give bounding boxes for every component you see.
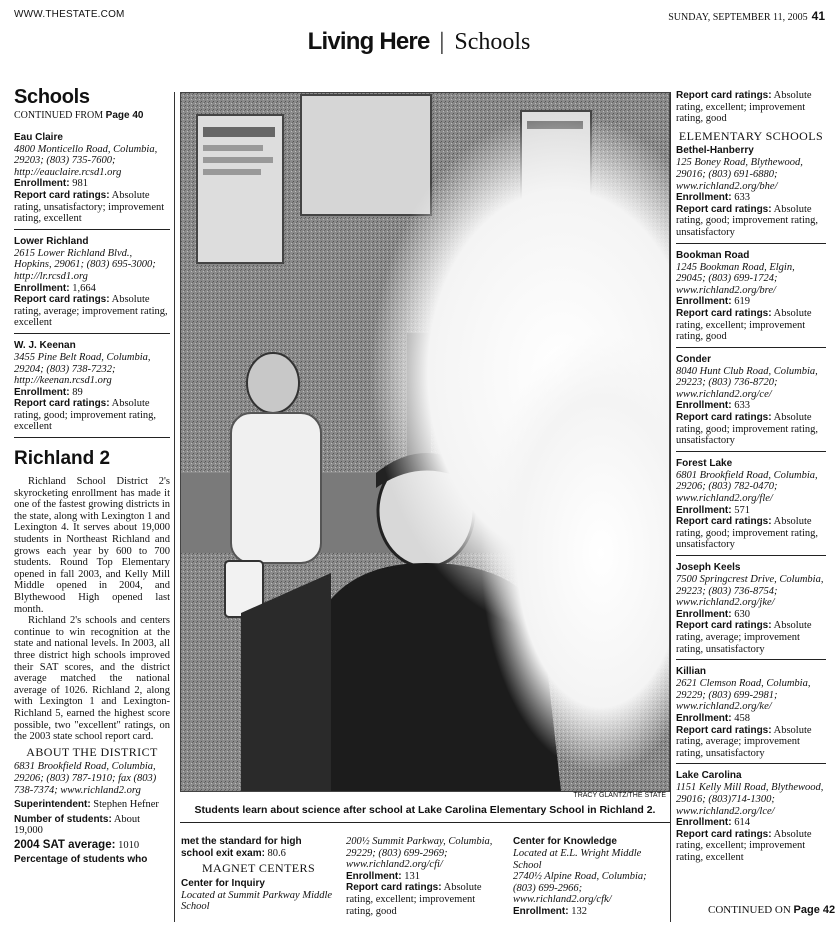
column-rule [174, 92, 175, 922]
school-enrollment: 633 [734, 400, 750, 412]
continued-on-page: Page 42 [793, 904, 836, 916]
schools-title: Schools [14, 86, 90, 108]
school-enrollment: 981 [72, 178, 88, 190]
school-ratings: Absolute rating, good; improvement rating, unsatisfactory [676, 203, 819, 238]
school-name: Conder [676, 353, 711, 365]
district-address: 6831 Brookfield Road, Columbia, 29206; (803) 787-1910; fax (803) 738-7374; www.richland2.org [14, 761, 157, 796]
school-entry: Forest Lake 6801 Brookfield Road, Columbia, 29206; (803) 782-0470; www.richland2.org/fle/ Enrollment: 571 Report card ratings: Absolute rating, good; improvement rating, unsatisfactory [676, 458, 826, 556]
issue-date-line [668, 9, 825, 23]
school-name: Killian [676, 666, 707, 678]
school-entry: Joseph Keels 7500 Springcrest Drive, Columbia, 29223; (803) 736-8754; www.richland2.org/jke/ Enrollment: 630 Report card ratings: Absolute rating, average; improvement rating, unsatisfactory [676, 562, 826, 660]
school-name: Bookman Road [676, 249, 750, 261]
section-name: Living Here [307, 28, 430, 55]
exit-exam-label: Percentage of students who [14, 854, 148, 866]
school-enrollment: 89 [72, 386, 83, 398]
superintendent: Stephen Hefner [93, 799, 159, 811]
school-name: Eau Claire [14, 131, 63, 143]
center-ratings: Absolute rating, excellent; improvement rating, good [346, 882, 482, 917]
school-address: 7500 Springcrest Drive, Columbia, 29223; (803) 736-8754; www.richland2.org/jke/ [676, 574, 824, 609]
issue-date: SUNDAY, SEPTEMBER 11, 2005 [668, 12, 808, 23]
school-ratings: Absolute rating, average; improvement rating, unsatisfactory [676, 724, 812, 759]
school-ratings: Absolute rating, good; improvement rating, excellent [14, 398, 157, 433]
center-location: Located at E.L. Wright Middle School [513, 848, 642, 871]
exit-exam-continued: met the standard for high school exit exam: [181, 836, 302, 859]
school-enrollment: 571 [734, 504, 750, 516]
about-district-heading: ABOUT THE DISTRICT [26, 744, 158, 759]
school-enrollment: 458 [734, 712, 750, 724]
center-name: Center for Knowledge [513, 836, 617, 847]
school-entry: Conder 8040 Hunt Club Road, Columbia, 29223; (803) 736-8720; www.richland2.org/ce/ Enrollment: 633 Report card ratings: Absolute rating, good; improvement rating, unsatisfactory [676, 354, 826, 452]
section-subname: Schools [454, 29, 531, 55]
school-name: Joseph Keels [676, 562, 741, 573]
school-name: Bethel-Hanberry [676, 145, 754, 157]
photo-caption: Students learn about science after school at Lake Carolina Elementary School in Richland 2. [194, 804, 656, 816]
elementary-heading: ELEMENTARY SCHOOLS [678, 128, 824, 143]
photo-credit: TRACY GLANTZ/THE STATE [573, 792, 666, 799]
school-address: 2615 Lower Richland Blvd., Hopkins, 29061; (803) 695-3000; http://lr.rcsd1.org [14, 247, 156, 282]
district-paragraph: Richland 2's schools and centers continue to win recognition at the state and national levels. In 2003, all three district high schools improved their SAT scores, and the district average matched the national average of 1026. Richland 2, along with Lexington 1 and Lexington-Richland 5, earned the highest score possible, two "excellent" ratings, on the 2003 state school report card. [14, 615, 170, 743]
school-address: 6801 Brookfield Road, Columbia, 29206; (803) 782-0470; www.richland2.org/fle/ [676, 469, 818, 505]
school-ratings: Absolute rating, excellent; improvement rating, excellent [676, 828, 812, 863]
school-ratings: Absolute rating, good; improvement rating, unsatisfactory [676, 516, 819, 551]
caption-rule [180, 822, 670, 823]
school-entry: Bethel-Hanberry 125 Boney Road, Blythewood, 29016; (803) 691-6880; www.richland2.org/bhe/ Enrollment: 633 Report card ratings: Absolute rating, good; improvement rating, unsatisfactory [676, 145, 826, 243]
bottom-column-1 [181, 836, 336, 913]
article-photo [180, 92, 670, 792]
previous-ratings: Report card ratings: Absolute rating, excellent; improvement rating, good [676, 90, 812, 125]
bottom-column-3: Center for Knowledge Located at E.L. Wright Middle School 2740½ Alpine Road, Columbia; (803) 699-2966; www.richland2.org/cfk/ Enrollment: 132 [513, 836, 668, 918]
center-address: 2740½ Alpine Road, Columbia; (803) 699-2966; www.richland2.org/cfk/ [513, 871, 647, 906]
left-column: Schools CONTINUED FROM Page 40 Eau Claire 4800 Monticello Road, Columbia, 29203; (803) 735-7600; http://eauclaire.rcsd1.org Enrollment: 981 Report card ratings: Absolute rating, unsatisfactory; improvement rating, excellent Lower Richland 2615 Lower Richland Blvd., Hopkins, 29061; (803) 695-3000; http://lr.rcsd1.org Enrollment: 1,664 Report card ratings: Absolute rating, average; improvement rating, excellent W. J. Keenan 3455 Pine Belt Road, Columbia, 29204; (803) 738-7232; http://keenan.rcsd1.org Enrollment: 89 Report card ratings: Absolute rating, good; improvement rating, excellent Richland 2 Richland School District 2's skyrocketing enrollment has made it one of the fastest growing districts in the state, along with Lexington 1 and Lexington 4. It serves about 19,000 students in Northeast Richland and grows each year by 600 to 700 students. Round Top Elementary opened in fall 2003, and Kelly Mill Middle opened in 2004, and Blythewood High opened last month. Richland 2's schools and centers continue to win recognition at the state and national levels. In 2003, all three district high schools improved their SAT scores, and the district average matched the national average of 1026. Richland 2, along with Lexington 1 and Lexington-Richland 5, earned the highest score possible, two "excellent" ratings, on the 2003 state school report card. ABOUT THE DISTRICT 6831 Brookfield Road, Columbia, 29206; (803) 787-1910; fax (803) 738-7374; www.richland2.org Superintendent: Stephen Hefner Number of students: About 19,000 2004 SAT average: 1010 Percentage of students who [14, 86, 171, 866]
continued-from-page: Page 40 [105, 110, 144, 121]
district-title: Richland 2 [14, 448, 111, 470]
school-address: 8040 Hunt Club Road, Columbia, 29223; (803) 736-8720; www.richland2.org/ce/ [676, 365, 818, 400]
school-address: 125 Boney Road, Blythewood, 29016; (803) 691-6880; www.richland2.org/bhe/ [676, 157, 803, 192]
section-separator: | [439, 29, 445, 55]
school-address: 1245 Bookman Road, Elgin, 29045; (803) 699-1724; www.richland2.org/bre/ [676, 261, 795, 296]
sat-average: 1010 [118, 839, 140, 851]
school-entry: Lake Carolina 1151 Kelly Mill Road, Blythewood, 29016; (803)714-1300; www.richland2.org/lce/ Enrollment: 614 Report card ratings: Absolute rating, excellent; improvement rating, excellent [676, 770, 826, 867]
school-entry-eau-claire: Eau Claire 4800 Monticello Road, Columbia, 29203; (803) 735-7600; http://eauclaire.rcsd1.org Enrollment: 981 Report card ratings: Absolute rating, unsatisfactory; improvement rating, excellent [14, 132, 170, 230]
school-entry: Killian 2621 Clemson Road, Columbia, 29229; (803) 699-2981; www.richland2.org/ke/ Enrollment: 458 Report card ratings: Absolute rating, average; improvement rating, unsatisfactory [676, 666, 826, 764]
school-address: 3455 Pine Belt Road, Columbia, 29204; (803) 738-7232; http://keenan.rcsd1.org [14, 351, 151, 387]
bottom-column-2: 200½ Summit Parkway, Columbia, 29229; (803) 699-2969; www.richland2.org/cfi/ Enrollment: 131 Report card ratings: Absolute rating, excellent; improvement rating, good [346, 836, 501, 917]
center-address: 200½ Summit Parkway, Columbia, 29229; (803) 699-2969; www.richland2.org/cfi/ [346, 836, 493, 871]
school-enrollment: 633 [734, 192, 750, 204]
continued-from: CONTINUED FROM Page 40 [14, 110, 144, 121]
school-ratings: Absolute rating, average; improvement rating, excellent [14, 294, 168, 329]
school-enrollment: 1,664 [72, 282, 96, 294]
school-address: 1151 Kelly Mill Road, Blythewood, 29016; (803)714-1300; www.richland2.org/lce/ [676, 782, 824, 817]
school-name: Lake Carolina [676, 770, 742, 782]
column-rule [670, 92, 671, 922]
school-enrollment: 630 [734, 608, 750, 620]
continued-on: CONTINUED ON Page 42 [708, 904, 836, 916]
classroom-photo-illustration [181, 93, 669, 791]
district-paragraph: Richland School District 2's skyrocketing enrollment has made it one of the fastest growing districts in the state, along with Lexington 1 and Lexington 4. It serves about 19,000 students in Northeast Richland and grows each year by 600 to 700 students. Round Top Elementary opened in fall 2003, and Kelly Mill Middle opened in 2004, and Blythewood High opened last month. [14, 476, 171, 615]
student-count: About 19,000 [14, 813, 141, 837]
school-ratings: Absolute rating, unsatisfactory; improvement rating, excellent [14, 189, 165, 225]
school-ratings: Absolute rating, excellent; improvement rating, good [676, 307, 812, 343]
school-entry-keenan: W. J. Keenan 3455 Pine Belt Road, Columbia, 29204; (803) 738-7232; http://keenan.rcsd1.org Enrollment: 89 Report card ratings: Absolute rating, good; improvement rating, excellent [14, 340, 170, 438]
school-entry: Bookman Road 1245 Bookman Road, Elgin, 29045; (803) 699-1724; www.richland2.org/bre/ Enrollment: 619 Report card ratings: Absolute rating, excellent; improvement rating, good [676, 250, 826, 348]
section-title [0, 28, 838, 56]
school-name: Lower Richland [14, 235, 89, 247]
school-ratings: Absolute rating, good; improvement rating, unsatisfactory [676, 412, 819, 447]
center-enrollment: 132 [571, 905, 587, 917]
exit-exam-value: 80.6 [267, 847, 286, 859]
school-address: 4800 Monticello Road, Columbia, 29203; (803) 735-7600; http://eauclaire.rcsd1.org [14, 143, 158, 178]
center-name: Center for Inquiry [181, 877, 265, 889]
school-enrollment: 619 [734, 296, 750, 308]
page-number: 41 [811, 9, 825, 23]
school-name: Forest Lake [676, 457, 733, 469]
school-ratings: Absolute rating, average; improvement rating, unsatisfactory [676, 620, 812, 655]
school-enrollment: 614 [734, 817, 750, 829]
center-enrollment: 131 [404, 870, 420, 882]
school-address: 2621 Clemson Road, Columbia, 29229; (803) 699-2981; www.richland2.org/ke/ [676, 678, 811, 713]
right-column [676, 90, 826, 873]
center-location: Located at Summit Parkway Middle School [181, 889, 333, 913]
school-name: W. J. Keenan [14, 339, 76, 351]
school-entry-lower-richland: Lower Richland 2615 Lower Richland Blvd., Hopkins, 29061; (803) 695-3000; http://lr.rcsd1.org Enrollment: 1,664 Report card ratings: Absolute rating, average; improvement rating, excellent [14, 236, 170, 334]
magnet-centers-heading: MAGNET CENTERS [201, 861, 316, 876]
site-url: WWW.THESTATE.COM [14, 9, 125, 20]
